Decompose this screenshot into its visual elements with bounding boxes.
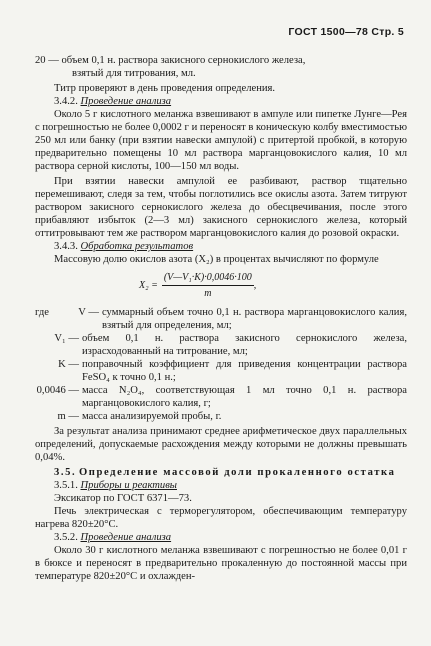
formula [35,271,407,300]
definition-text: объем 0,1 н. раствора закисного сернокислого железа, израсходованный на титрование, мл; [82,333,407,357]
definition-row [35,306,407,332]
definition-term: 0,0046 — [36,385,79,396]
paragraph: Титр проверяют в день проведения определения. [54,83,276,94]
formula-denominator: m [204,288,212,299]
definition-row [35,384,407,410]
paragraph: взятый для титрования, мл. [72,68,196,79]
formula-end: , [253,280,257,291]
definition-term: V — [78,307,99,318]
definition-term: V₁ — [54,333,79,344]
definition-row [35,410,407,423]
document-body [35,54,407,583]
paragraph: Печь электрическая с терморегулятором, обеспечивающим температуру нагрева 820±20°С. [35,506,407,530]
paragraph: Эксикатор по ГОСТ 6371—73. [54,493,192,504]
section-heading: 3.5. Определение массовой доли прокаленного остатка [54,467,396,478]
formula-lhs: X₂ = [139,280,158,291]
formula-fraction [162,271,254,300]
paragraph: Около 30 г кислотного меланжа взвешивают с погрешностью не более 0,01 г в бюксе и переносят в предварительно прокаленную до постоянной массы при температуре 820±20°С и охлажден- [35,545,407,582]
definition-text: суммарный объем точно 0,1 н. раствора марганцовокислого калия, взятый для определения, мл; [102,307,407,331]
section-heading: 3.4.2. Проведение анализа [54,96,172,107]
page-header: ГОСТ 1500—78 Стр. 5 [288,26,404,38]
section-heading: 3.4.3. Обработка результатов [54,241,194,252]
section-heading: 3.5.1. Приборы и реактивы [54,480,177,491]
paragraph: При взятии навески ампулой ее разбивают, раствор тщательно перемешивают, следя за тем, чтобы поглотились все окислы азота. Затем титруют раствором закисного сернокислого железа до обесцвечивания, после этого прибавляют избыток (2—3 мл) закисного сернокислого железа, который оттитровывают тем же раствором марганцовокислого калия до розовой окраски. [35,176,407,239]
paragraph: 20 — объем 0,1 н. раствора закисного сернокислого железа, [35,55,306,66]
definition-row [35,358,407,384]
paragraph: Массовую долю окислов азота (X₂) в процентах вычисляют по формуле [54,254,379,265]
definition-row [35,332,407,358]
formula-numerator: (V—V₁·K)·0,0046·100 [162,271,254,286]
definition-text: масса N₂O₄, соответствующая 1 мл точно 0,1 н. раствора марганцовокислого калия, г; [82,385,407,409]
definitions-list [35,306,407,423]
paragraph: За результат анализа принимают среднее арифметическое двух параллельных определений, допускаемые расхождения между которыми не должны превышать 0,04%. [35,426,407,463]
where-word: где [35,307,49,318]
section-heading: 3.5.2. Проведение анализа [54,532,172,543]
definition-term: K — [58,359,79,370]
definition-term: m — [57,411,79,422]
definition-text: поправочный коэффициент для приведения концентрации раствора FeSO₄ к точно 0,1 н.; [82,359,407,383]
definition-text: масса анализируемой пробы, г. [82,411,222,422]
paragraph: Около 5 г кислотного меланжа взвешивают в ампуле или пипетке Лунге—Рея с погрешностью не более 0,0002 г и переносят в коническую колбу вместимостью 250 мл или банку (при взятии навески ампулой) с притертой пробкой, в которую предварительно помещены 10 мл раствора марганцовокислого калия, 10 мл раствора серной кислоты, 100—150 мл воды. [35,109,407,172]
